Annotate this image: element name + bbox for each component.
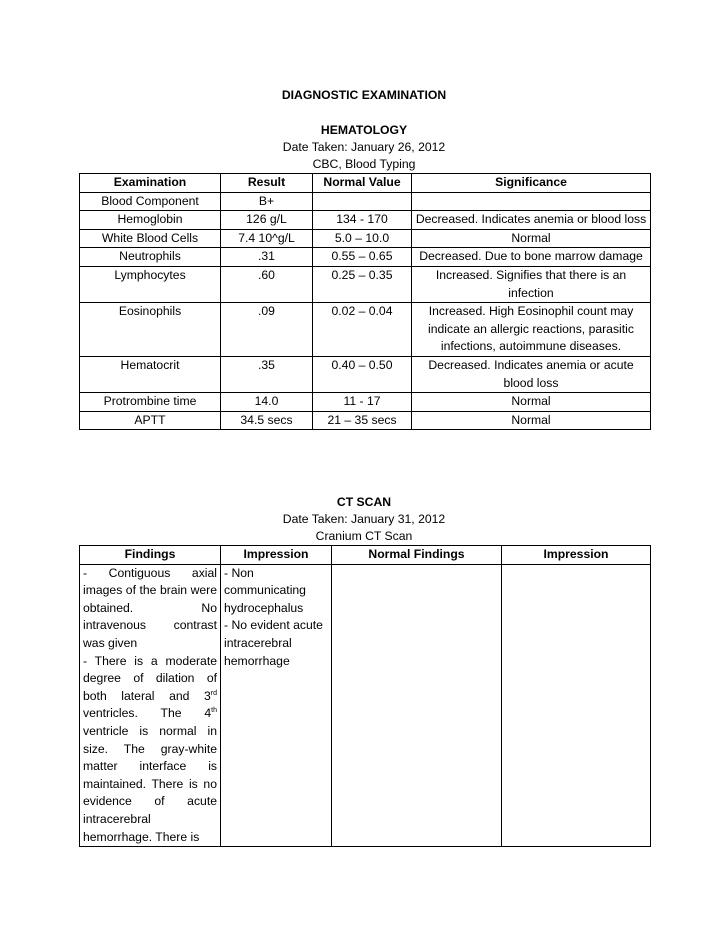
significance-cell	[412, 192, 651, 211]
exam-cell: Protrombine time	[80, 393, 221, 412]
normal-cell: 0.55 – 0.65	[313, 248, 412, 267]
findings-sup-rd: rd	[210, 689, 217, 697]
table-row	[80, 248, 651, 267]
table-row	[80, 393, 651, 412]
header-significance: Significance	[412, 174, 651, 193]
significance-cell: Decreased. Indicates anemia or blood loss	[412, 211, 651, 230]
header-normal-findings: Normal Findings	[332, 546, 502, 565]
header-impression: Impression	[221, 546, 332, 565]
significance-cell: Decreased. Due to bone marrow damage	[412, 248, 651, 267]
table-row	[80, 356, 651, 392]
hematology-table	[79, 173, 651, 430]
ctscan-date: Date Taken: January 31, 2012	[282, 512, 446, 526]
result-cell: 14.0	[221, 393, 313, 412]
normal-cell: 11 - 17	[313, 393, 412, 412]
findings-text-b: ventricles. The 4	[83, 706, 212, 721]
findings-cell	[80, 564, 221, 847]
normal-cell: 134 - 170	[313, 211, 412, 230]
page-title: DIAGNOSTIC EXAMINATION	[281, 88, 447, 102]
table-row	[80, 564, 651, 847]
header-impression-2: Impression	[502, 546, 651, 565]
table-row	[80, 266, 651, 302]
result-cell: .09	[221, 303, 313, 357]
table-header-row	[80, 174, 651, 193]
significance-cell: Normal	[412, 229, 651, 248]
result-cell: 7.4 10^g/L	[221, 229, 313, 248]
header-result: Result	[221, 174, 313, 193]
impression-line: - Non communicating hydrocephalus	[224, 565, 306, 615]
table-row	[80, 229, 651, 248]
table-row	[80, 303, 651, 357]
table-row	[80, 192, 651, 211]
result-cell: 126 g/L	[221, 211, 313, 230]
findings-text-a: - There is a moderate degree of dilation of both lateral and 3	[83, 653, 217, 703]
ctscan-title: CT SCAN	[336, 495, 392, 509]
ctscan-table	[79, 545, 651, 847]
normal-cell: 5.0 – 10.0	[313, 229, 412, 248]
ctscan-subtitle: Cranium CT Scan	[315, 529, 413, 543]
findings-paragraph-1: - Contiguous axial images of the brain were obtained. No intravenous contrast was given	[83, 565, 217, 650]
normal-cell: 0.02 – 0.04	[313, 303, 412, 357]
significance-cell: Increased. High Eosinophil count may indicate an allergic reactions, parasitic infections, autoimmune diseases.	[412, 303, 651, 357]
normal-cell: 0.25 – 0.35	[313, 266, 412, 302]
exam-cell: Blood Component	[80, 192, 221, 211]
impression-line: - No evident acute intracerebral hemorrhage	[224, 618, 323, 668]
result-cell: B+	[221, 192, 313, 211]
table-header-row	[80, 546, 651, 565]
normal-findings-cell	[332, 564, 502, 847]
header-findings: Findings	[80, 546, 221, 565]
significance-cell: Increased. Signifies that there is an infection	[412, 266, 651, 302]
significance-cell: Normal	[412, 393, 651, 412]
findings-sup-th: th	[211, 707, 217, 715]
exam-cell: APTT	[80, 411, 221, 430]
exam-cell: Hematocrit	[80, 356, 221, 392]
hematology-subtitle: CBC, Blood Typing	[312, 157, 416, 171]
normal-cell: 0.40 – 0.50	[313, 356, 412, 392]
exam-cell: Eosinophils	[80, 303, 221, 357]
result-cell: .31	[221, 248, 313, 267]
hematology-title: HEMATOLOGY	[320, 123, 408, 137]
exam-cell: Neutrophils	[80, 248, 221, 267]
findings-paragraph-2	[83, 653, 217, 847]
header-examination: Examination	[80, 174, 221, 193]
significance-cell: Normal	[412, 411, 651, 430]
impression-2-cell	[502, 564, 651, 847]
findings-text-c: ventricle is normal in size. The gray-white matter interface is maintained. There is no evidence of acute intracerebral hemorrhage. There is	[83, 723, 217, 844]
normal-cell	[313, 192, 412, 211]
significance-cell: Decreased. Indicates anemia or acute blood loss	[412, 356, 651, 392]
exam-cell: Hemoglobin	[80, 211, 221, 230]
result-cell: .60	[221, 266, 313, 302]
result-cell: .35	[221, 356, 313, 392]
exam-cell: White Blood Cells	[80, 229, 221, 248]
impression-cell	[221, 564, 332, 847]
hematology-date: Date Taken: January 26, 2012	[282, 140, 446, 154]
normal-cell: 21 – 35 secs	[313, 411, 412, 430]
result-cell: 34.5 secs	[221, 411, 313, 430]
header-normal-value: Normal Value	[313, 174, 412, 193]
table-row	[80, 211, 651, 230]
table-row	[80, 411, 651, 430]
exam-cell: Lymphocytes	[80, 266, 221, 302]
